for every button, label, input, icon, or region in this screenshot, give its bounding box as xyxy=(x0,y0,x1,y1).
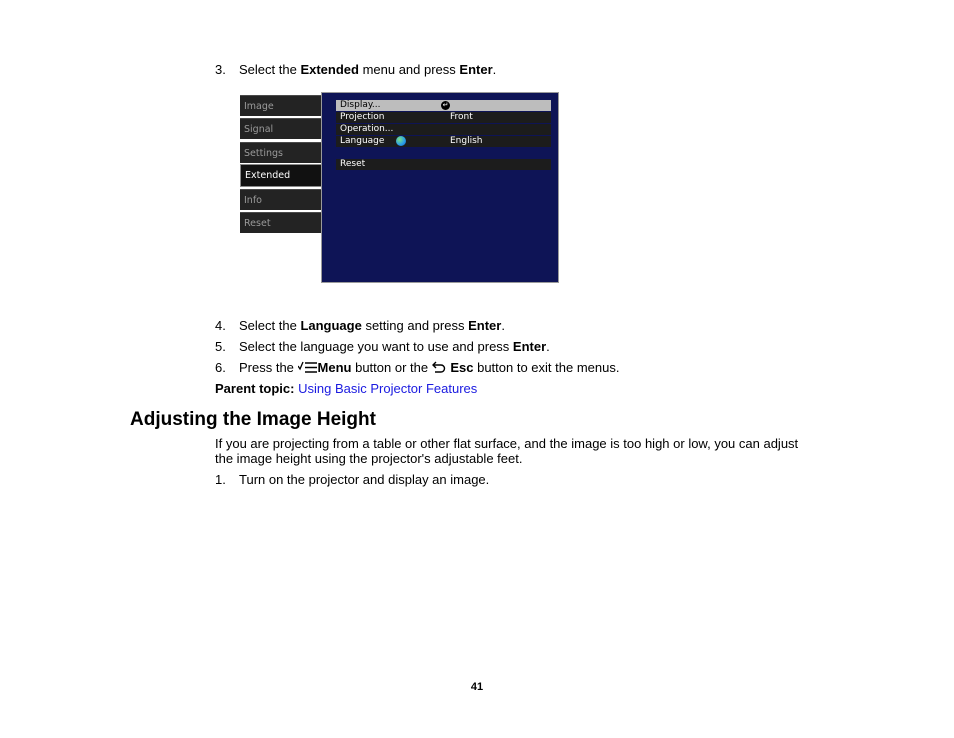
sidebar-item-info: Info xyxy=(240,189,321,210)
step-number: 5. xyxy=(215,339,226,354)
step-4: 4. Select the Language setting and press Enter. xyxy=(215,318,505,333)
section-step-1: 1. Turn on the projector and display an image. xyxy=(215,472,490,487)
key-name: Enter xyxy=(468,318,502,333)
sidebar-item-extended: Extended xyxy=(240,164,328,187)
step-5: 5. Select the language you want to use and press Enter. xyxy=(215,339,550,354)
section-title: Adjusting the Image Height xyxy=(130,409,376,430)
sidebar-item-reset: Reset xyxy=(240,212,321,233)
step-number: 1. xyxy=(215,472,226,487)
sidebar-item-signal: Signal xyxy=(240,118,321,139)
menu-row-display: Display... ↵ xyxy=(336,100,551,111)
menu-row-reset: Reset xyxy=(336,159,551,170)
key-name: Enter xyxy=(512,339,547,354)
parent-topic-link[interactable]: Using Basic Projector Features xyxy=(298,381,478,396)
enter-icon: ↵ xyxy=(442,101,449,109)
menu-row-operation: Operation... xyxy=(336,124,551,135)
menu-row-language: Language English xyxy=(336,136,551,147)
step-number: 4. xyxy=(215,318,226,333)
button-name: Esc xyxy=(450,360,474,375)
step-number: 6. xyxy=(215,360,226,375)
sidebar-item-image: Image xyxy=(240,95,321,116)
parent-topic xyxy=(215,381,477,397)
setting-name: Language xyxy=(300,318,362,333)
back-arrow-icon xyxy=(432,361,447,374)
step-number: 3. xyxy=(215,62,226,77)
step-6: 6. Press the Menu button or the Esc button to exit the menus. xyxy=(215,360,620,375)
menu-row-value: Front xyxy=(450,112,473,122)
menu-row-projection: Projection Front xyxy=(336,112,551,123)
menu-name: Extended xyxy=(300,62,359,77)
sidebar-item-settings: Settings xyxy=(240,142,321,163)
menu-list-icon xyxy=(298,361,318,374)
parent-topic-label: Parent topic: xyxy=(215,381,295,396)
page-number: 41 xyxy=(470,681,484,693)
globe-icon xyxy=(396,136,406,146)
button-name: Menu xyxy=(317,360,352,375)
menu-row-value: English xyxy=(450,136,483,146)
menu-panel xyxy=(321,92,559,283)
projector-menu-screenshot xyxy=(240,92,560,284)
section-body: If you are projecting from a table or other flat surface, and the image is too high or low, you can adjust the image height using the projector's adjustable feet. xyxy=(215,436,799,466)
step-3: 3. Select the Extended menu and press Enter. xyxy=(215,62,497,77)
key-name: Enter xyxy=(459,62,493,77)
